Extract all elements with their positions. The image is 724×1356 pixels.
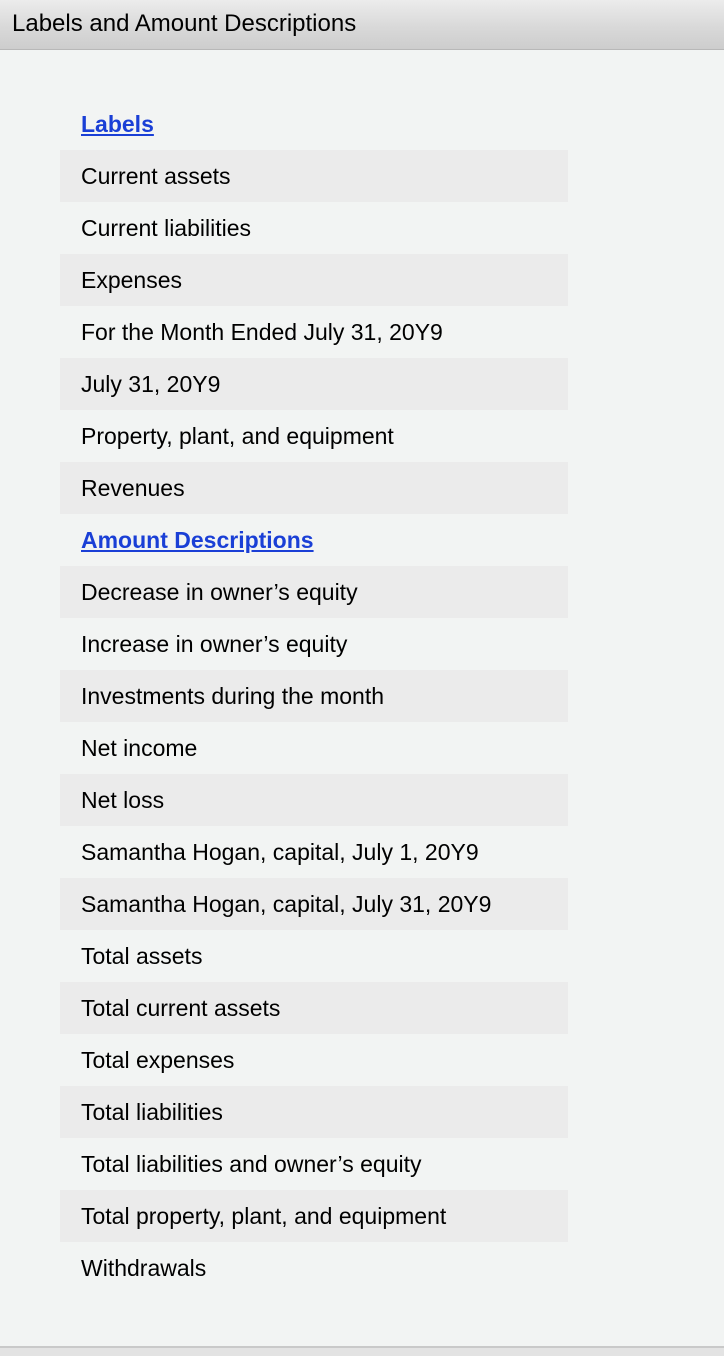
list-item-total-liabilities-owners-equity[interactable]: Total liabilities and owner’s equity [81, 1150, 422, 1177]
list-item-current-assets[interactable]: Current assets [60, 150, 568, 202]
list-item-investments[interactable]: Investments during the month [60, 670, 568, 722]
list-item-net-loss[interactable]: Net loss [60, 774, 568, 826]
list-item-total-expenses[interactable]: Total expenses [81, 1046, 235, 1073]
list-item-for-the-month-ended[interactable]: For the Month Ended July 31, 20Y9 [81, 318, 443, 345]
list-item-current-liabilities[interactable]: Current liabilities [81, 214, 252, 241]
amount-descriptions-heading-link[interactable]: Amount Descriptions [81, 526, 314, 553]
list-item-july-31[interactable]: July 31, 20Y9 [60, 358, 568, 410]
list-item-increase-owners-equity[interactable]: Increase in owner’s equity [81, 630, 348, 657]
panel-title: Labels and Amount Descriptions [12, 9, 357, 37]
list-item-decrease-owners-equity[interactable]: Decrease in owner’s equity [60, 566, 568, 618]
list-item-total-liabilities[interactable]: Total liabilities [60, 1086, 568, 1138]
labels-section-heading [60, 98, 568, 150]
panel-header [0, 0, 724, 50]
list-item-withdrawals[interactable]: Withdrawals [81, 1254, 207, 1281]
list-item-capital-july-1[interactable]: Samantha Hogan, capital, July 1, 20Y9 [81, 838, 479, 865]
list-item-total-current-assets[interactable]: Total current assets [60, 982, 568, 1034]
list-item-total-assets[interactable]: Total assets [81, 942, 203, 969]
list-item-property-plant-equipment[interactable]: Property, plant, and equipment [81, 422, 394, 449]
list-item-capital-july-31[interactable]: Samantha Hogan, capital, July 31, 20Y9 [60, 878, 568, 930]
amount-descriptions-section-heading [60, 514, 568, 566]
labels-heading-link[interactable]: Labels [81, 110, 154, 137]
list-item-net-income[interactable]: Net income [81, 734, 198, 761]
bottom-strip [0, 1348, 724, 1356]
list-item-revenues[interactable]: Revenues [60, 462, 568, 514]
list-item-total-property-plant-equipment[interactable]: Total property, plant, and equipment [60, 1190, 568, 1242]
list-item-expenses[interactable]: Expenses [60, 254, 568, 306]
labels-list [60, 98, 568, 1294]
